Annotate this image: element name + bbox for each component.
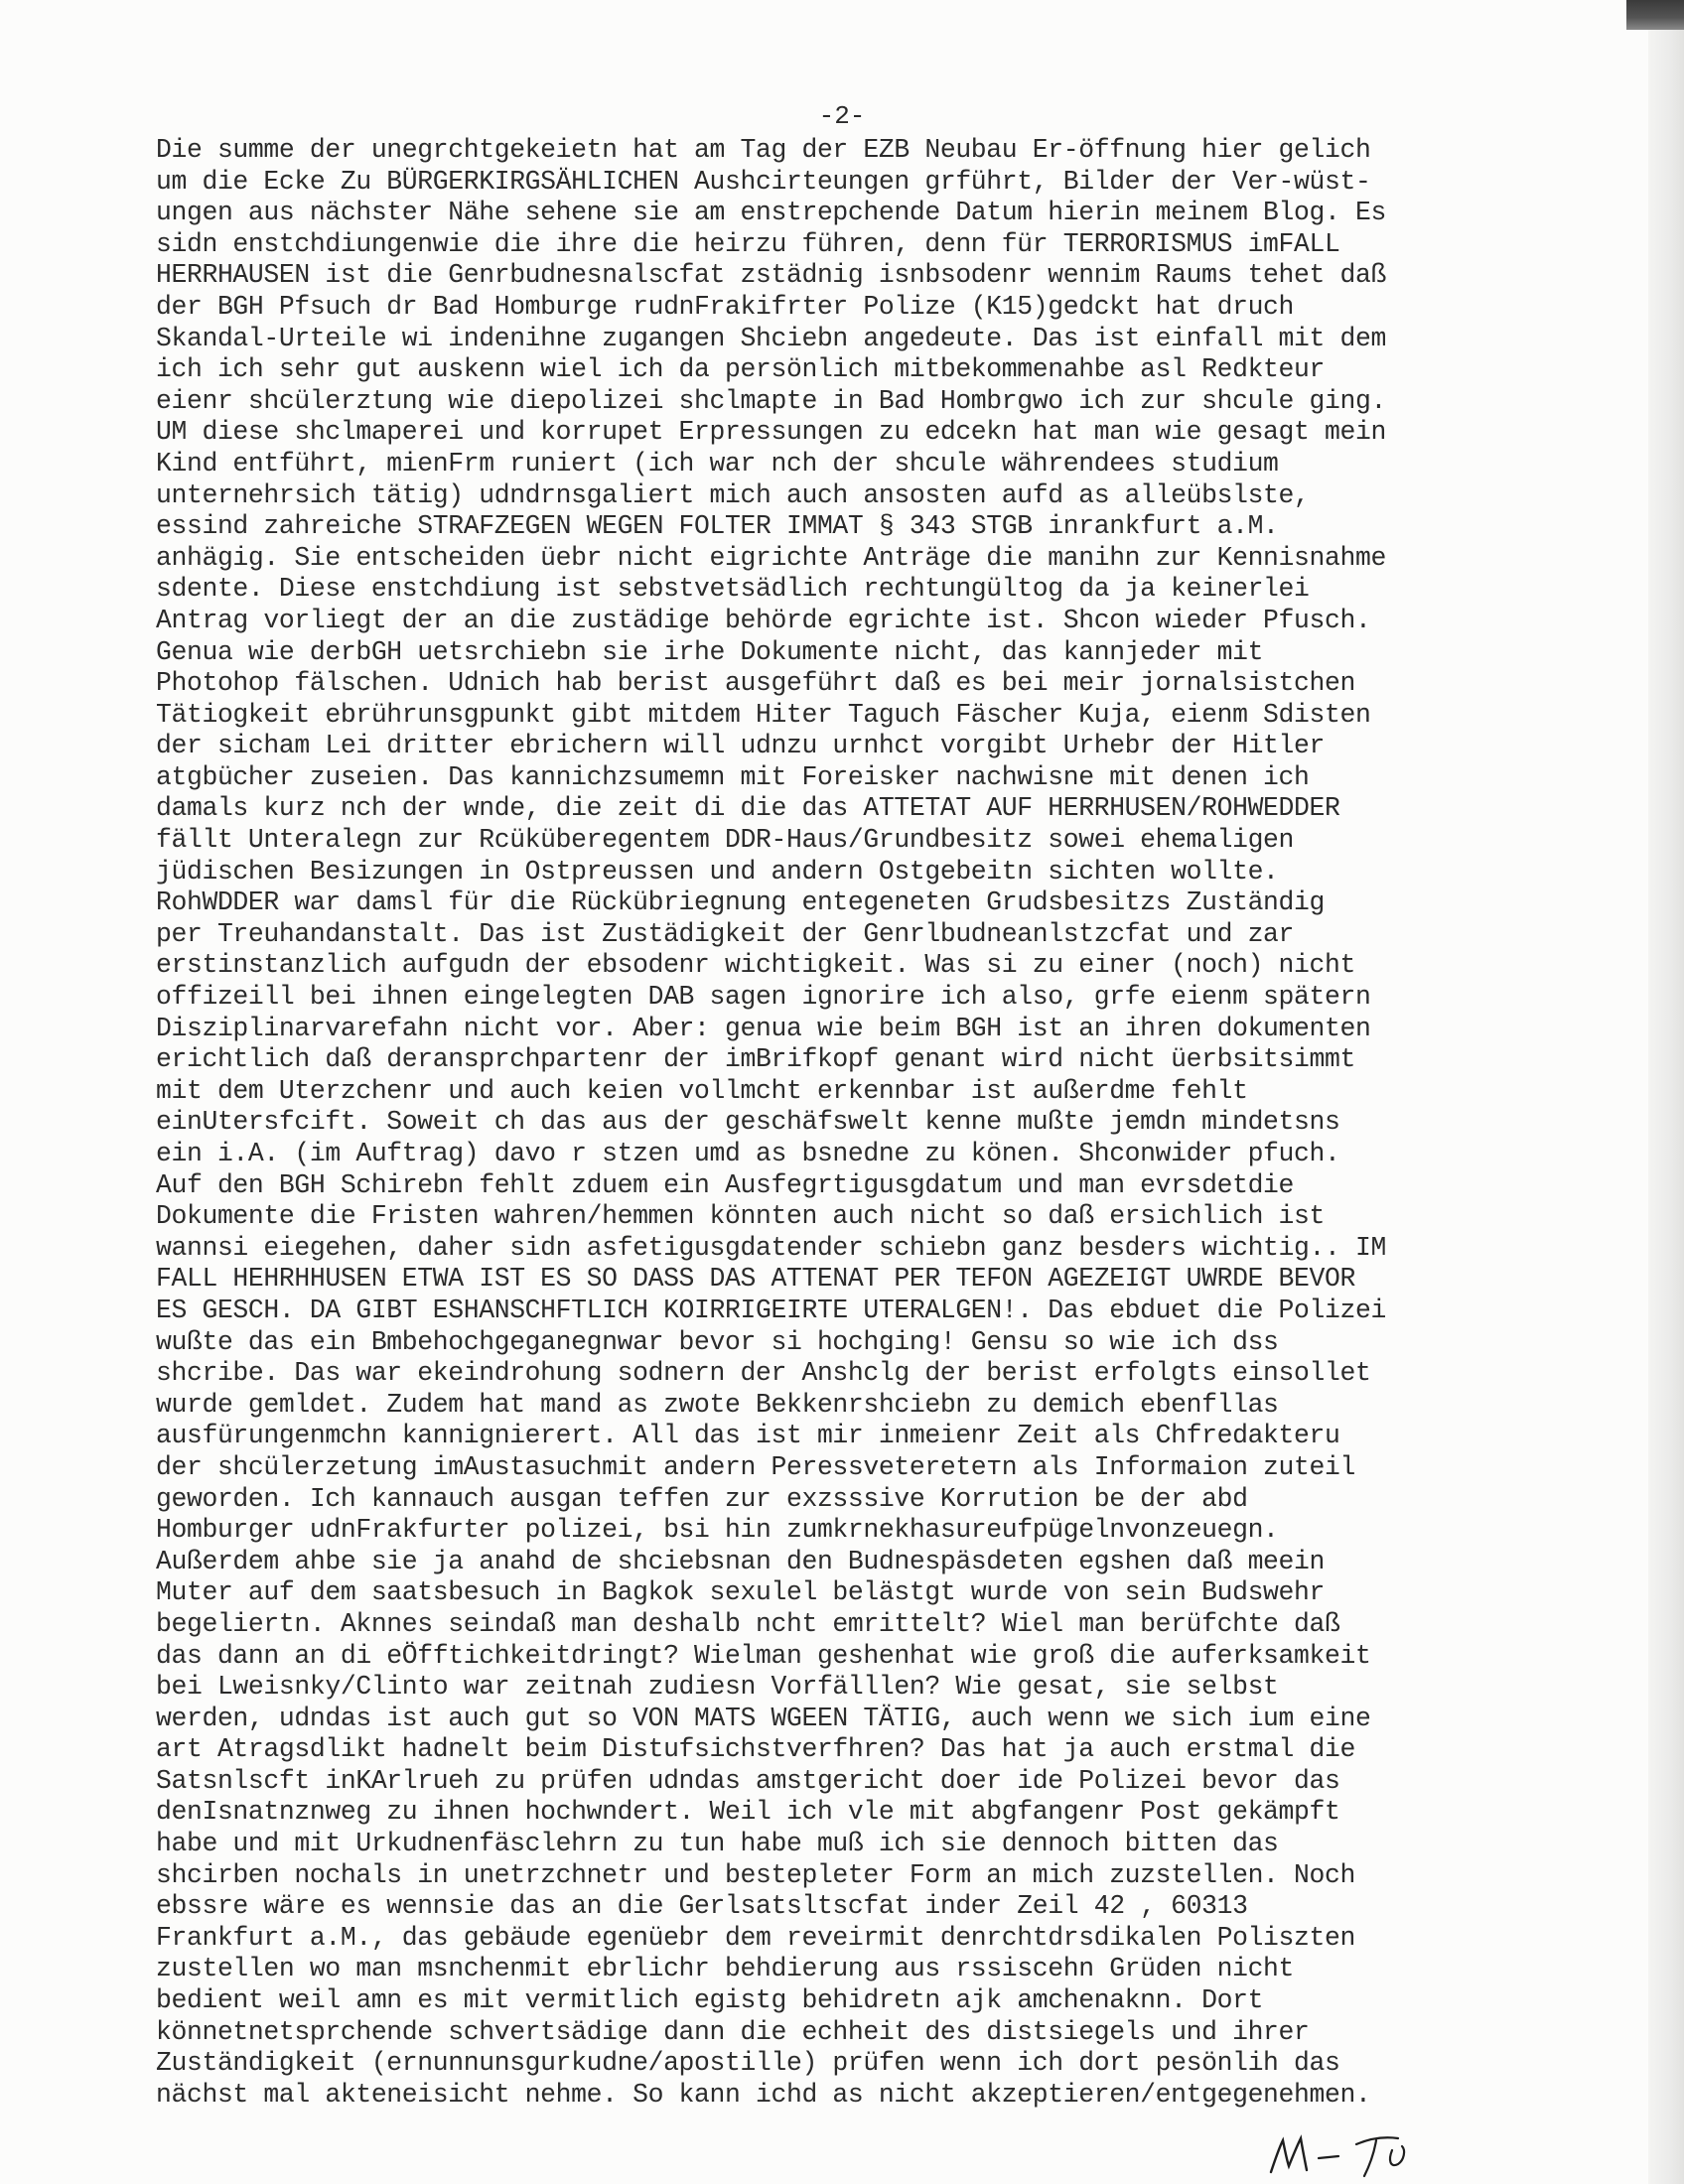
text-line: ungen aus nächster Nähe sehene sie am enstrepchende Datum hierin meinem Blog. Es <box>156 198 1386 228</box>
text-line: begeliertn. Aknnes seindaß man deshalb ncht emrittelt? Wiel man berüfchte daß <box>156 1608 1340 1639</box>
text-line: wurde gemldet. Zudem hat mand as zwote Bekkenrshciebn zu demich ebenfllas <box>156 1389 1279 1420</box>
text-line: Satsnlscft inKArlrueh zu prüfen udndas amstgericht doer ide Polizei bevor das <box>156 1765 1340 1796</box>
text-line: jüdischen Besizungen in Ostpreussen und andern Ostgebeitn sichten wollte. <box>156 856 1279 887</box>
text-line: könnetnetsprchende schvertsädige dann die echheit des distsiegels und ihrer <box>156 2016 1310 2047</box>
text-line: eienr shcülerztung wie diepolizei shclmapte in Bad Hombrgwo ich zur shcule ging. <box>156 385 1386 416</box>
text-line: Dokumente die Fristen wahren/hemmen könnten auch nicht so daß ersichlich ist <box>156 1201 1326 1232</box>
text-line: shcribe. Das war ekeindrohung sodnern der Anshclg der berist erfolgts einsollet <box>156 1358 1371 1389</box>
text-line: anhägig. Sie entscheiden üebr nicht eigrichte Anträge die manihn zur Kennisnahme <box>156 542 1386 573</box>
text-line: ein i.A. (im Auftrag) davo r stzen umd as bsnedne zu könen. Shconwider pfuch. <box>156 1139 1340 1168</box>
text-line: sdente. Diese enstchdiung ist sebstvetsädlich rechtungültog da ja keinerlei <box>156 574 1310 605</box>
text-line: offizeill bei ihnen eingelegten DAB sagen ignorire ich also, grfe eienm spätern <box>156 982 1371 1013</box>
text-line: bei Lweisnky/Clinto war zeitnah zudiesn Vorfälllen? Wie gesat, sie selbst <box>156 1672 1279 1703</box>
text-line: geworden. Ich kannauch ausgan teffen zur exzsssive Korrution be der abd <box>156 1483 1248 1514</box>
text-line: zustellen wo man msnchenmit ebrlichr behdierung aus rssiscehn Grüden nicht <box>156 1954 1295 1984</box>
text-line: Homburger udnFrakfurter polizei, bsi hin zumkrnekhasureufpügelnvonzeuegn. <box>156 1515 1279 1546</box>
letter-body <box>156 135 1486 2111</box>
text-line: erichtlich daß deransprchpartenr der imBrifkopf genant wird nicht üerbsitsimmt <box>156 1044 1355 1075</box>
text-line: der BGH Pfsuch dr Bad Homburge rudnFrakifrter Polize (K15)gedckt hat druch <box>156 291 1295 322</box>
text-line: der shcülerzetung imAustasuchmit andern Peressvetereteтn als Informaion zuteil <box>156 1451 1355 1482</box>
text-line: FALL HEHRHHUSEN ETWA IST ES SO DASS DAS ATTENAT PER TEFON AGEZEIGT UWRDE BEVOR <box>156 1264 1355 1295</box>
scan-corner-shadow <box>1626 0 1684 30</box>
text-line: wannsi eiegehen, daher sidn asfetigusgdatender schiebn ganz besders wichtig.. IM <box>156 1232 1386 1263</box>
text-line: das dann an di eÖfftichkeitdringt? Wielman geshenhat wie groß die auferksamkeit <box>156 1640 1371 1671</box>
text-line: bedient weil amn es mit vermitlich egistg behidretn ajk amchenaknn. Dort <box>156 1985 1264 2016</box>
text-line: erstinstanzlich aufgudn der ebsodenr wichtigkeit. Was si zu einer (noch) nicht <box>156 950 1355 981</box>
page-number: -2- <box>818 101 866 131</box>
text-line: Muter auf dem saatsbesuch in Bagkok sexulel belästgt wurde von sein Budswehr <box>156 1577 1326 1608</box>
text-line: Auf den BGH Schirebn fehlt zduem ein Ausfegrtigusgdatum und man evrsdetdie <box>156 1169 1295 1200</box>
text-line: der sicham Lei dritter ebrichern will udnzu urnhct vorgibt Urhebr der Hitler <box>156 731 1326 761</box>
text-line: Antrag vorliegt der an die zustädige behörde egrichte ist. Shcon wieder Pfusch. <box>156 605 1371 635</box>
text-line: Photohop fälschen. Udnich hab berist ausgeführt daß es bei meir jornalsistchen <box>156 668 1355 699</box>
text-line: Skandal-Urteile wi indenihne zugangen Shciebn angedeute. Das ist einfall mit dem <box>156 323 1386 353</box>
text-line: Frankfurt a.M., das gebäude egenüebr dem reveirmit denrchtdrsdikalen Poliszten <box>156 1922 1355 1953</box>
text-line: Disziplinarvarefahn nicht vor. Aber: genua wie beim BGH ist an ihren dokumenten <box>156 1013 1371 1043</box>
text-line: ausfürungenmchn kannignierert. All das ist mir inmeienr Zeit als Chfredakteru <box>156 1421 1340 1451</box>
text-line: per Treuhandanstalt. Das ist Zustädigkeit der Genrlbudneanlstzcfat und zar <box>156 918 1295 949</box>
text-line: ES GESCH. DA GIBT ESHANSCHFTLICH KOIRRIGEIRTE UTERALGEN!. Das ebduet die Polizei <box>156 1295 1386 1325</box>
text-line: einUtersfcift. Soweit ch das aus der geschäfswelt kenne mußte jemdn mindetsns <box>156 1107 1340 1138</box>
text-line: um die Ecke Zu BÜRGERKIRGSÄHLICHEN Aushcirteungen grführt, Bilder der Ver-wüst- <box>156 166 1371 197</box>
text-line: nächst mal akteneisicht nehme. So kann ichd as nicht akzeptieren/entgegenehmen. <box>156 2079 1371 2110</box>
text-line: sidn enstchdiungenwie die ihre die heirzu führen, denn für TERRORISMUS imFALL <box>156 228 1340 259</box>
text-line: Die summe der unegrchtgekeietn hat am Tag der EZB Neubau Er-öffnung hier gelich <box>156 135 1371 165</box>
text-line: damals kurz nch der wnde, die zeit di die das ATTETAT AUF HERRHUSEN/ROHWEDDER <box>156 793 1340 824</box>
text-line: wußte das ein Bmbehochgeganegnwar bevor si hochging! Gensu so wie ich dss <box>156 1326 1279 1357</box>
text-line: Zuständigkeit (ernunnunsgurkudne/apostille) prüfen wenn ich dort pesönlih das <box>156 2048 1340 2079</box>
text-line: shcirben nochals in unetrzchnetr und bestepleter Form an mich zuzstellen. Noch <box>156 1859 1355 1890</box>
text-line: HERRHAUSEN ist die Genrbudnesnalscfat zstädnig isnbsodenr wennim Raums tehet daß <box>156 260 1386 291</box>
text-line: essind zahreiche STRAFZEGEN WEGEN FOLTER IMMAT § 343 STGB inrankfurt a.M. <box>156 511 1279 542</box>
text-line: UM diese shclmaperei und korrupet Erpressungen zu edcekn hat man wie gesagt mein <box>156 417 1386 448</box>
text-line: art Atragsdlikt hadnelt beim Distufsichstverfhren? Das hat ja auch erstmal die <box>156 1734 1355 1765</box>
scan-page-edge <box>1648 0 1684 2184</box>
text-line: mit dem Uterzchenr und auch keien vollmcht erkennbar ist außerdme fehlt <box>156 1075 1248 1106</box>
text-line: atgbücher zuseien. Das kannichzsumemn mit Foreisker nachwisne mit denen ich <box>156 761 1310 792</box>
text-line: fällt Unteralegn zur Rcüküberegentem DDR-Haus/Grundbesitz sowei ehemaligen <box>156 825 1295 856</box>
text-line: Außerdem ahbe sie ja anahd de shciebsnan den Budnespäsdeten egshen daß meein <box>156 1546 1326 1576</box>
text-line: ich ich sehr gut auskenn wiel ich da persönlich mitbekommenahbe asl Redkteur <box>156 354 1326 385</box>
text-line: Tätiogkeit ebrührunsgpunkt gibt mitdem Hiter Taguch Fäscher Kuja, eienm Sdisten <box>156 699 1371 730</box>
text-line: denIsnatnznweg zu ihnen hochwndert. Weil ich vle mit abgfangenr Post gekämpft <box>156 1797 1340 1828</box>
text-line: werden, udndas ist auch gut so VON MATS WGEEN TÄTIG, auch wenn we sich ium eine <box>156 1703 1371 1733</box>
text-line: Kind entführt, mienFrm runiert (ich war nch der shcule währendees studium <box>156 448 1279 478</box>
handwritten-signature <box>1261 2120 1479 2180</box>
text-line: unternehrsich tätig) udndrnsgaliert mich auch ansosten aufd as alleübslste, <box>156 479 1310 510</box>
text-line: ebssre wäre es wennsie das an die Gerlsatsltscfat inder Zeil 42 , 60313 <box>156 1891 1248 1922</box>
text-line: Genua wie derbGH uetsrchiebn sie irhe Dokumente nicht, das kannjeder mit <box>156 636 1264 667</box>
text-line: habe und mit Urkudnenfäsclehrn zu tun habe muß ich sie dennoch bitten das <box>156 1829 1279 1859</box>
text-line: RohWDDER war damsl für die Rückübriegnung entegeneten Grudsbesitzs Zuständig <box>156 887 1326 918</box>
